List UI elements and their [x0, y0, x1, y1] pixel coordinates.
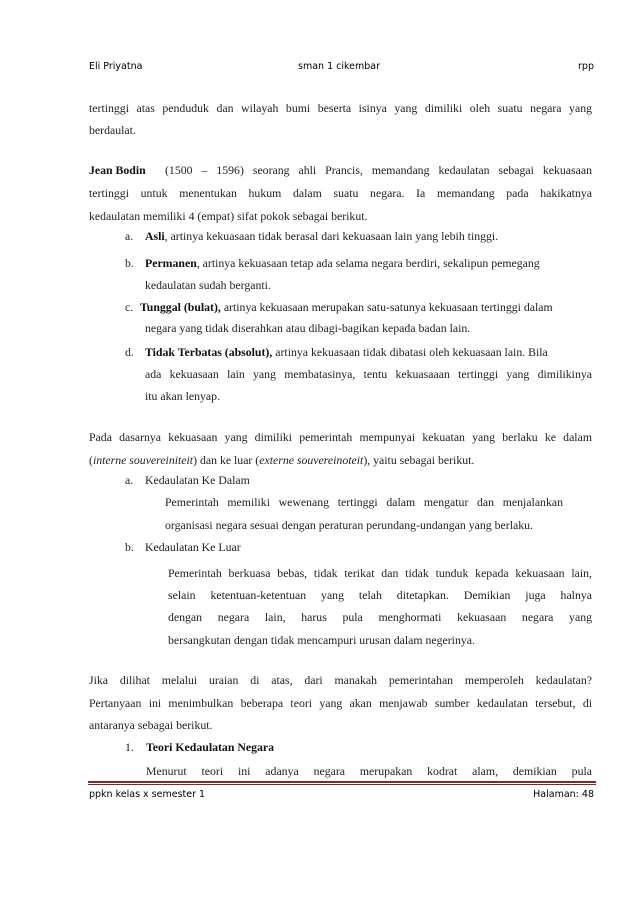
kedaulatan-ke-luar-line-3: dengan negara lain, harus pula menghormati kekuasaan negara yang: [168, 610, 592, 624]
kedaulatan-ke-luar-line-4: bersangkutan dengan tidak mencampuri urusan dalam negerinya.: [168, 633, 475, 647]
paragraph-2-name: [89, 163, 146, 177]
jean-bodin-name: Jean Bodin: [89, 163, 146, 177]
term-asli: Asli: [145, 229, 165, 243]
sifat-tidak-terbatas-line-2: ada kekuasaan lain yang membatasinya, tentu kekuasaaan tertinggi yang dimilikinya: [145, 367, 592, 381]
teori-kedaulatan-negara-line-1: Menurut teori ini adanya negara merupakan kodrat alam, demikian pula: [146, 764, 592, 778]
sifat-tidak-terbatas-text: artinya kekuasaan tidak dibatasi oleh kekuasaan lain. Bila: [272, 345, 548, 359]
kedaulatan-ke-dalam-line-2: organisasi negara sesuai dengan peraturan perundang-undangan yang berlaku.: [165, 518, 533, 532]
term-permanen: Permanen: [145, 256, 197, 270]
sifat-tidak-terbatas-line-1: [145, 345, 548, 359]
list-marker: c.: [125, 300, 134, 314]
sifat-asli-text: , artinya kekuasaan tidak berasal dari kekuasaan lain yang lebih tinggi.: [164, 229, 499, 243]
paragraph-3-line-1: Pada dasarnya kekuasaan yang dimiliki pemerintah mempunyai kekuatan yang berlaku ke dalam: [89, 430, 592, 444]
term-externe-souvereinoteit: externe souvereinoteit: [259, 453, 364, 467]
teori-title-bold: Teori Kedaulatan Negara: [146, 740, 275, 754]
header-author: Eli Priyatna: [89, 61, 143, 72]
footer-divider-thin: [88, 784, 596, 785]
list-marker: a.: [125, 473, 134, 487]
footer-course: ppkn kelas x semester 1: [89, 789, 206, 800]
sifat-permanen-line-2: kedaulatan sudah berganti.: [145, 278, 271, 292]
list-marker: b.: [125, 540, 134, 554]
paragraph-1-line-1: tertinggi atas penduduk dan wilayah bumi beserta isinya yang dimiliki oleh suatu negara yang: [89, 101, 592, 115]
sifat-tunggal-line-1: [140, 300, 553, 314]
term-tidak-terbatas: Tidak Terbatas (absolut),: [145, 345, 273, 359]
paragraph-3-line-2: [89, 453, 474, 467]
sifat-permanen-line-1: [145, 256, 592, 270]
paragraph-4-line-3: antaranya sebagai berikut.: [89, 718, 213, 732]
paren: (: [89, 453, 93, 467]
paragraph-1-line-2: berdaulat.: [89, 123, 136, 137]
kedaulatan-ke-luar-line-1: Pemerintah berkuasa bebas, tidak terikat dan tidak tunduk kepada kekuasaan lain,: [168, 566, 592, 580]
sifat-asli: [145, 229, 498, 243]
header-doc-type: rpp: [578, 61, 594, 72]
teori-kedaulatan-negara-title: [146, 740, 274, 754]
paragraph-4-line-1: Jika dilihat melalui uraian di atas, dari manakah pemerintahan memperoleh kedaulatan?: [89, 673, 592, 687]
sifat-tidak-terbatas-line-3: itu akan lenyap.: [145, 389, 221, 403]
header-school: sman 1 cikembar: [298, 61, 381, 72]
list-marker: b.: [125, 256, 134, 270]
paragraph-2-line-3: kedaulatan memiliki 4 (empat) sifat pokok sebagai berikut.: [89, 209, 368, 223]
sifat-tunggal-line-2: negara yang tidak diserahkan atau dibagi-bagikan kepada badan lain.: [145, 321, 471, 335]
footer-page-number: Halaman: 48: [533, 789, 594, 800]
list-marker: d.: [125, 345, 134, 359]
footer-divider: [88, 781, 596, 783]
sifat-permanen-text: , artinya kekuasaan tetap ada selama negara berdiri, sekalipun pemegang: [196, 256, 540, 270]
kedaulatan-ke-dalam-title: Kedaulatan Ke Dalam: [145, 473, 250, 487]
paragraph-2-line-1: (1500 – 1596) seorang ahli Prancis, memandang kedaulatan sebagai kekuasaan: [165, 163, 592, 177]
term-tunggal: Tunggal (bulat),: [140, 300, 221, 314]
paragraph-3-end: ), yaitu sebagai berikut.: [363, 453, 475, 467]
kedaulatan-ke-luar-title: Kedaulatan Ke Luar: [145, 540, 241, 554]
kedaulatan-ke-luar-line-2: selain ketentuan-ketentuan yang telah ditetapkan. Demikian juga halnya: [168, 588, 592, 602]
sifat-tunggal-text: artinya kekuasaan merupakan satu-satunya kekuasaan tertinggi dalam: [220, 300, 553, 314]
list-marker: a.: [125, 229, 134, 243]
paragraph-3-mid: ) dan ke luar (: [193, 453, 260, 467]
paragraph-2-line-2: tertinggi untuk menentukan hukum dalam suatu negara. Ia memandang pada hakikatnya: [89, 186, 592, 200]
list-marker: 1.: [125, 740, 134, 754]
paragraph-4-line-2: Pertanyaan ini menimbulkan beberapa teori yang akan menjawab sumber kedaulatan tersebut, di: [89, 696, 592, 710]
kedaulatan-ke-dalam-line-1: Pemerintah memiliki wewenang tertinggi dalam mengatur dan menjalankan: [165, 495, 563, 509]
term-interne-souvereiniteit: interne souvereiniteit: [92, 453, 194, 467]
